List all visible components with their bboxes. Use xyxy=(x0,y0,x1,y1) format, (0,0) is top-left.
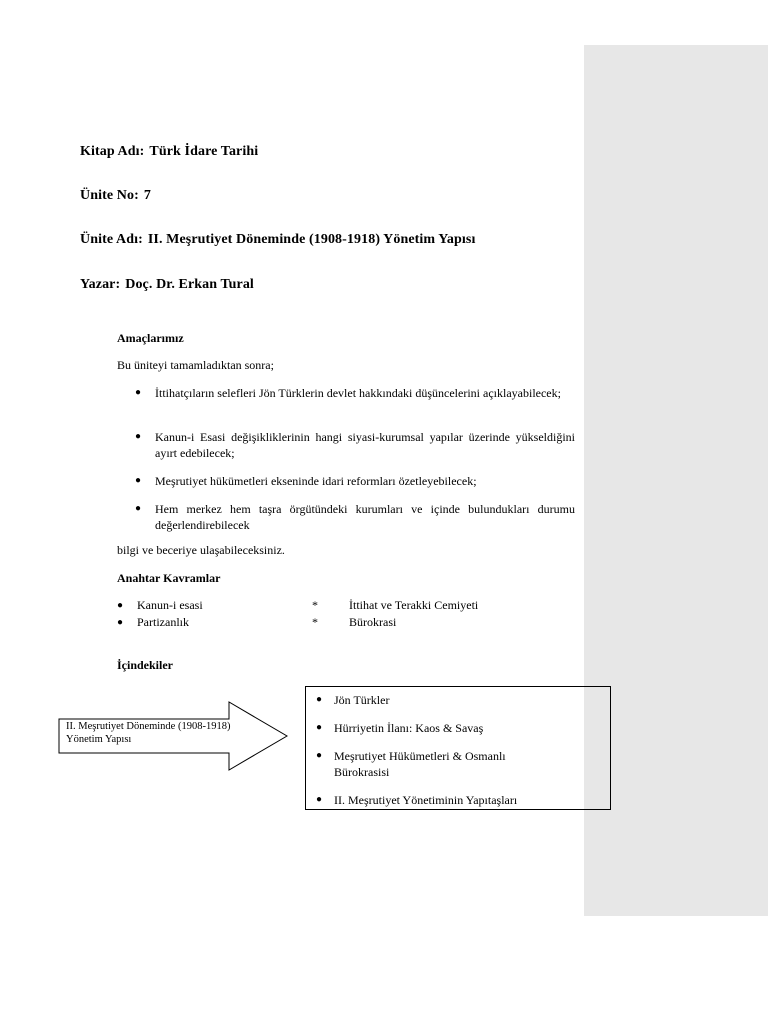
key-concept-item: Kanun-i esasi xyxy=(137,598,203,612)
author-label: Yazar: xyxy=(80,277,121,292)
objective-item xyxy=(135,385,575,401)
objectives-intro: Bu üniteyi tamamladıktan sonra; xyxy=(117,358,274,372)
key-concepts-heading: Anahtar Kavramlar xyxy=(117,571,221,585)
objective-item xyxy=(135,473,575,489)
objective-item-text: İttihatçıların selefleri Jön Türklerin devlet hakkındaki düşüncelerini açıklayabilecek; xyxy=(155,386,561,400)
contents-item-text: Hürriyetin İlanı: Kaos & Savaş xyxy=(334,721,484,735)
contents-item xyxy=(316,748,534,780)
bullet-icon: ● xyxy=(316,722,323,733)
author-value: Doç. Dr. Erkan Tural xyxy=(125,277,254,292)
unit-name-value: II. Meşrutiyet Döneminde (1908-1918) Yönetim Yapısı xyxy=(147,232,476,247)
key-concept-item: Partizanlık xyxy=(137,615,189,629)
bullet-icon: ● xyxy=(117,617,124,628)
contents-box xyxy=(305,686,611,810)
bullet-icon: ● xyxy=(316,794,323,805)
book-title-label: Kitap Adı: xyxy=(80,144,145,159)
bullet-icon: ● xyxy=(135,475,142,486)
key-concept-item: Bürokrasi xyxy=(349,615,397,629)
objective-item-text: Kanun-i Esasi değişikliklerinin hangi siyasi-kurumsal yapılar üzerinde yükseldiğini ayırt edebilecek; xyxy=(155,430,575,460)
unit-number-label: Ünite No: xyxy=(80,188,139,203)
contents-heading: İçindekiler xyxy=(117,658,173,672)
key-concept-item: İttihat ve Terakki Cemiyeti xyxy=(349,598,479,612)
unit-number-value: 7 xyxy=(143,188,151,203)
asterisk-icon: * xyxy=(312,615,318,629)
objective-item-text: Meşrutiyet hükümetleri ekseninde idari reformları özetleyebilecek; xyxy=(155,474,477,488)
objective-item xyxy=(135,429,575,461)
book-title-line xyxy=(80,144,258,160)
book-title-value: Türk İdare Tarihi xyxy=(149,144,259,159)
objective-item-text: Hem merkez hem taşra örgütündeki kurumları ve içinde bulundukları durumu değerlendirebilecek xyxy=(155,502,575,532)
unit-name-line xyxy=(80,232,475,248)
bullet-icon: ● xyxy=(316,750,323,761)
contents-item-text: II. Meşrutiyet Yönetiminin Yapıtaşları xyxy=(334,793,518,807)
unit-number-line xyxy=(80,188,151,204)
bullet-icon: ● xyxy=(135,387,142,398)
bullet-icon: ● xyxy=(135,503,142,514)
contents-item xyxy=(316,792,594,808)
contents-item xyxy=(316,692,594,708)
bullet-icon: ● xyxy=(135,431,142,442)
comment-margin-pane xyxy=(584,45,768,916)
contents-item xyxy=(316,720,594,736)
unit-name-label: Ünite Adı: xyxy=(80,232,143,247)
objective-item xyxy=(135,501,575,533)
contents-item-text: Meşrutiyet Hükümetleri & Osmanlı Bürokrasisi xyxy=(334,749,506,779)
objectives-heading: Amaçlarımız xyxy=(117,331,184,345)
bullet-icon: ● xyxy=(316,694,323,705)
bullet-icon: ● xyxy=(117,600,124,611)
author-line xyxy=(80,277,254,293)
objectives-outro: bilgi ve beceriye ulaşabileceksiniz. xyxy=(117,543,285,557)
arrow-label: II. Meşrutiyet Döneminde (1908-1918) Yönetim Yapısı xyxy=(66,721,231,745)
contents-item-text: Jön Türkler xyxy=(334,693,390,707)
asterisk-icon: * xyxy=(312,598,318,612)
